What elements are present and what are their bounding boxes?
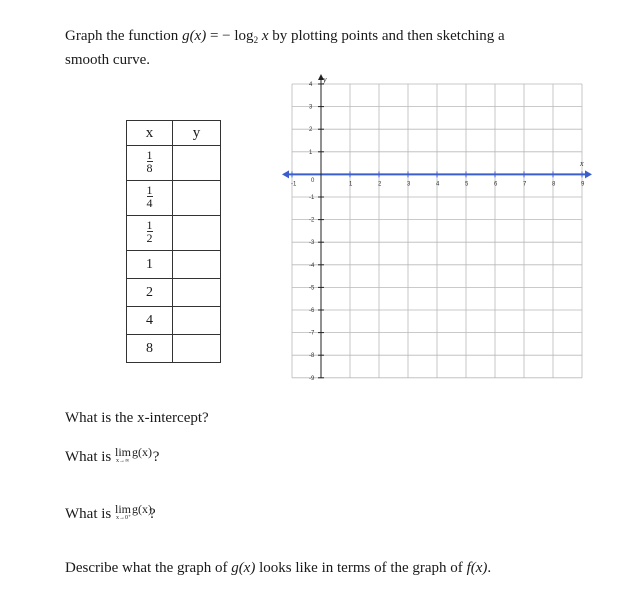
x-axis-left-arrow [282,170,289,178]
question-limit-infinity: What is lim x→∞ g(x) ? [65,445,160,465]
y-cell[interactable] [173,251,221,279]
x-cell: 8 [127,335,173,363]
coordinate-grid[interactable] [282,74,602,384]
limit-expression: lim x→∞ g(x) [115,445,152,464]
table-row [127,181,221,216]
origin-label: 0 [311,178,315,184]
y-tick-label: -8 [309,353,315,360]
y-tick-label: -6 [309,308,315,314]
table-row [127,216,221,251]
x-tick-label: 8 [552,181,556,188]
x-tick-label: 5 [465,181,469,188]
x-cell: 1 [127,251,173,279]
fraction-x: $\frac{1}{4}$ [146,183,153,210]
header-y: y [173,121,221,146]
x-tick-label: 1 [349,181,353,188]
x-tick-label: 4 [436,181,440,188]
x-cell: 2 [127,279,173,307]
header-x: x [127,121,173,146]
function-name: g [182,28,190,44]
y-cell[interactable] [173,216,221,251]
y-tick-marks [309,82,324,382]
fraction-x: $\frac{1}{8}$ [146,148,153,175]
fraction-x: $\frac{1}{2}$ [146,218,153,245]
y-tick-label: -4 [309,262,315,269]
y-tick-label: -1 [309,195,315,201]
y-tick-label: 4 [309,82,313,88]
table-header-row [127,121,221,146]
grid-lines [292,84,582,378]
y-tick-label: 2 [309,127,313,134]
y-axis-label: y [323,75,327,84]
y-cell[interactable] [173,146,221,181]
y-cell[interactable] [173,307,221,335]
limit-expression: lim x→0⁺ g(x) [115,502,152,521]
x-tick-label: 3 [407,181,411,188]
x-tick-label: 6 [494,181,498,188]
y-cell[interactable] [173,181,221,216]
y-tick-label: -9 [309,375,315,382]
values-table [126,120,221,363]
y-tick-label: -3 [309,240,315,247]
table-row [127,335,221,363]
x-axis-right-arrow [585,170,592,178]
y-tick-label: -5 [309,285,315,292]
x-tick-label: 9 [581,181,585,188]
x-tick-label: -1 [291,181,297,188]
x-cell: 4 [127,307,173,335]
x-tick-label: 7 [523,181,527,188]
x-tick-label: 2 [378,181,382,188]
problem-statement: Graph the function g(x) = − $\log_2 x$ by plotting points and then sketching a smooth curve. [65,28,505,68]
question-limit-zero: What is lim x→0⁺ g(x) ? [65,502,156,522]
y-cell[interactable] [173,279,221,307]
table-row [127,307,221,335]
question-describe-graph: Describe what the graph of g(x) looks like in terms of the graph of f(x). [65,560,492,576]
y-tick-label: -7 [309,330,315,337]
y-tick-label: -2 [309,217,315,224]
table-row [127,279,221,307]
table-row [127,146,221,181]
y-tick-label: 1 [309,149,313,156]
table-row [127,251,221,279]
y-tick-label: 3 [309,104,313,111]
x-axis-label: x [580,159,584,168]
question-x-intercept: What is the x-intercept? [65,410,209,426]
y-cell[interactable] [173,335,221,363]
